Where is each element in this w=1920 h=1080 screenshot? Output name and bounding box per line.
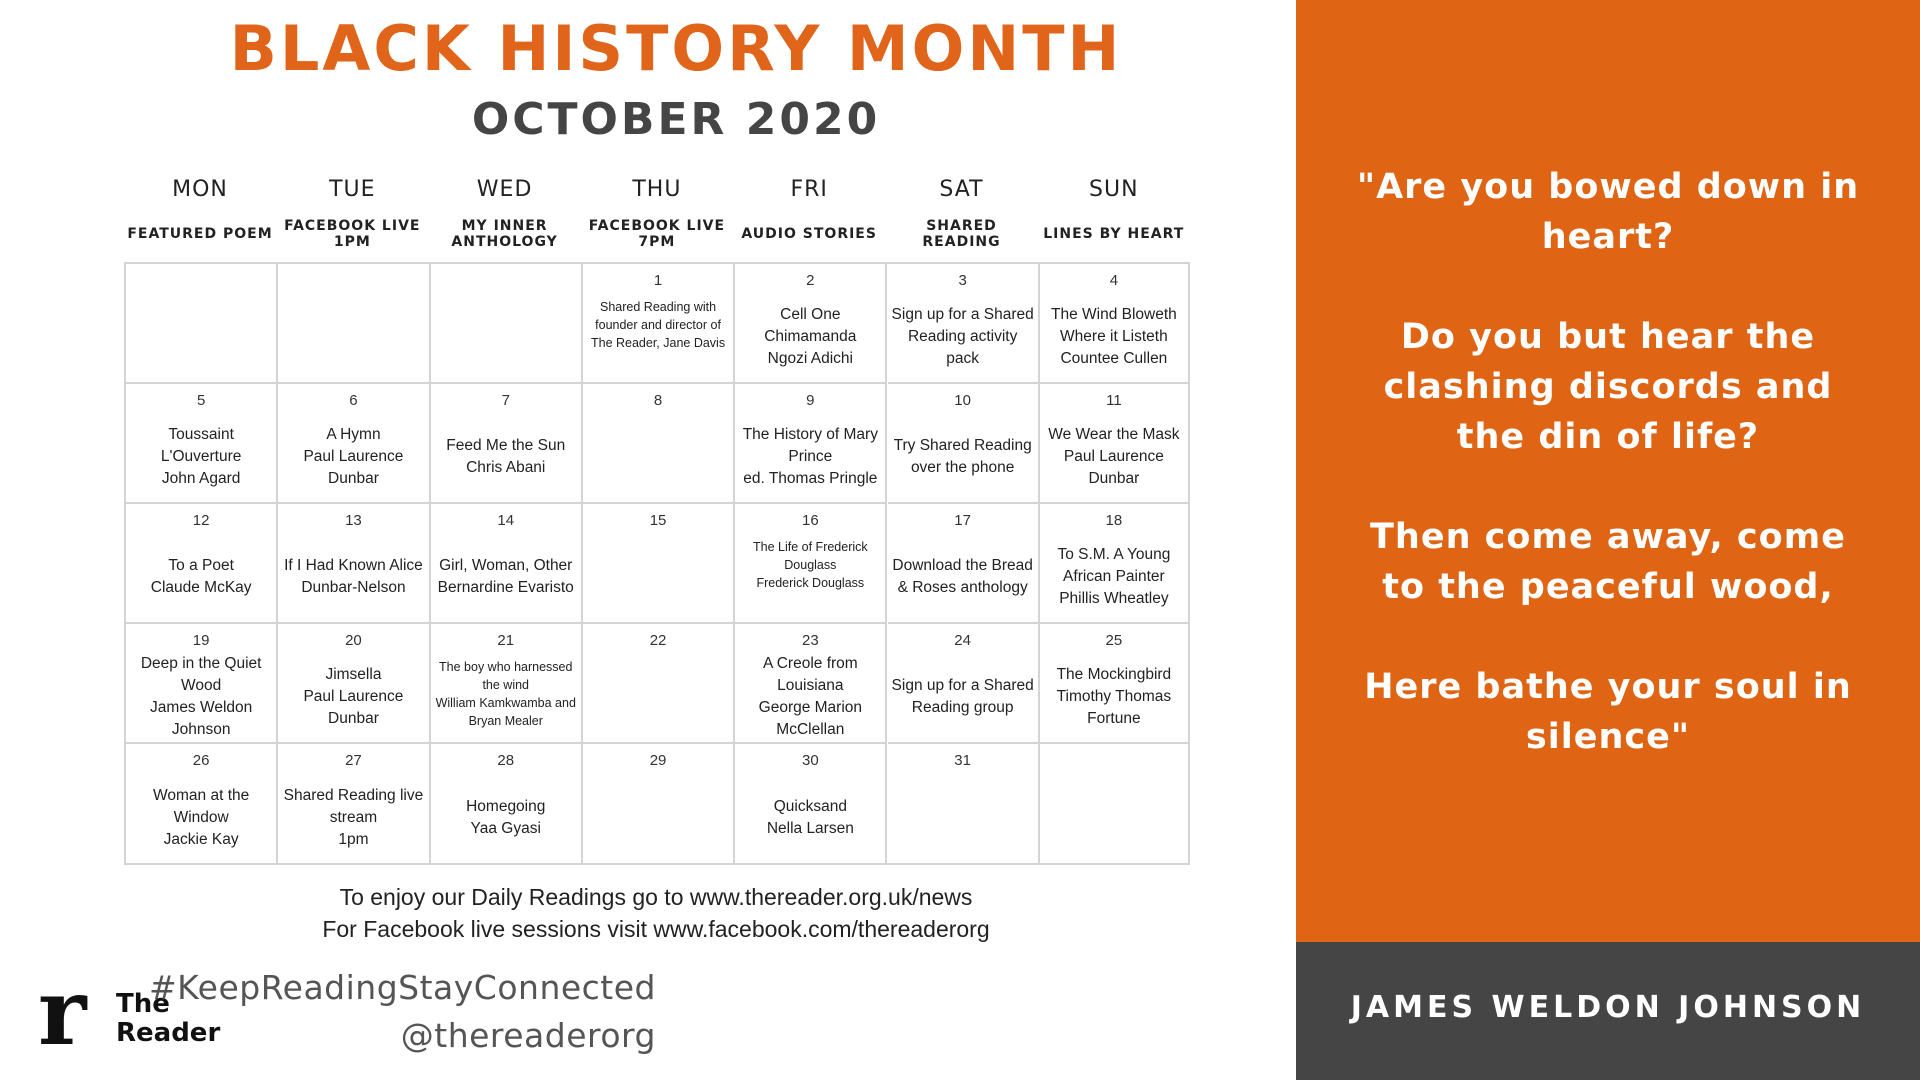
weekday-theme: [429, 212, 581, 256]
calendar-day-cell: [583, 624, 735, 744]
calendar-day-cell: [735, 744, 887, 863]
calendar-day-cell: [888, 744, 1040, 863]
weekday-header: [1038, 176, 1190, 256]
calendar-day-cell: [888, 264, 1040, 384]
day-entry-line: ed. Thomas Pringle: [743, 470, 878, 487]
day-number: 11: [1106, 392, 1122, 409]
calendar-day-cell: [1040, 624, 1188, 744]
page-title: BLACK HISTORY MONTH: [229, 12, 1123, 85]
day-number: 5: [196, 392, 206, 409]
day-entry-line: Toussaint L'Ouverture: [160, 426, 242, 465]
weekday-theme-text: SHARED READING: [922, 218, 1001, 250]
day-entry: [433, 656, 579, 738]
day-entry-line: Bernardine Evaristo: [437, 579, 574, 596]
logo-line-1: The: [116, 989, 170, 1019]
day-entry-line: Paul Laurence Dunbar: [1063, 448, 1164, 487]
weekday-theme-text: FEATURED POEM: [127, 226, 273, 242]
calendar-day-cell: [735, 264, 887, 384]
day-entry: [890, 656, 1036, 738]
quote-line: silence": [1525, 717, 1691, 757]
calendar-grid: [124, 262, 1190, 865]
weekday-theme-text: AUDIO STORIES: [741, 226, 877, 242]
day-entry-line: Chimamanda: [764, 328, 857, 345]
day-number: 13: [345, 512, 362, 529]
day-entry: [128, 656, 274, 738]
day-entry-line: Try Shared Reading over the phone: [893, 437, 1032, 476]
day-entry-line: To a Poet: [168, 557, 234, 574]
weekday-theme: [276, 212, 428, 256]
quote-gap: [1296, 262, 1920, 312]
facebook-live-note: For Facebook live sessions visit www.facebook.com/thereaderorg: [322, 916, 990, 942]
weekday-header: [276, 176, 428, 256]
hashtag: #KeepReadingStayConnected: [149, 968, 656, 1007]
day-number: 15: [649, 512, 667, 529]
calendar-day-cell: [1040, 384, 1188, 504]
day-number: 18: [1105, 512, 1123, 529]
quote-line: Here bathe your soul in: [1364, 667, 1852, 707]
calendar-day-cell: [278, 504, 430, 624]
calendar-day-cell: [735, 504, 887, 624]
day-number: 6: [349, 392, 358, 409]
calendar-day-cell: [583, 744, 735, 863]
calendar-day-cell: [583, 264, 735, 384]
weekday-label: FRI: [790, 177, 828, 202]
day-entry: [280, 416, 426, 498]
day-number: 1: [653, 272, 663, 289]
calendar-day-cell: [431, 504, 583, 624]
day-entry-line: George Marion McClellan: [758, 699, 863, 738]
quote-line: to the peaceful wood,: [1382, 567, 1834, 607]
quote-text: [1296, 162, 1920, 762]
calendar-day-cell: [888, 504, 1040, 624]
day-number: 3: [958, 272, 967, 289]
quote-gap: [1296, 462, 1920, 512]
quote-gap: [1296, 612, 1920, 662]
day-entry: [890, 296, 1036, 378]
calendar-day-cell: [431, 264, 583, 384]
weekday-header: [733, 176, 885, 256]
day-entry-line: Deep in the Quiet Wood: [140, 655, 262, 694]
day-entry-line: The Mockingbird: [1056, 666, 1172, 683]
day-entry: [737, 656, 883, 738]
day-entry-line: Sign up for a Shared Reading group: [891, 677, 1034, 716]
day-entry-line: The Life of Frederick Douglass: [753, 540, 868, 572]
logo-mark: r: [38, 958, 87, 1066]
day-entry-line: 1pm: [338, 830, 369, 848]
day-entry: [280, 656, 426, 738]
day-entry-line: Nella Larsen: [766, 819, 854, 837]
day-number: 10: [954, 392, 971, 409]
weekday-theme-text: MY INNER ANTHOLOGY: [451, 218, 558, 250]
day-entry-line: If I Had Known Alice: [284, 557, 423, 574]
day-number: 4: [1109, 272, 1119, 289]
weekday-theme: [124, 212, 276, 256]
weekday-theme: [886, 212, 1038, 256]
day-entry-line: William Kamkwamba and Bryan Mealer: [435, 696, 576, 728]
day-number: 20: [345, 632, 362, 649]
quote-line: clashing discords and: [1383, 367, 1833, 407]
weekday-theme: [581, 212, 733, 256]
calendar-day-cell: [583, 384, 735, 504]
weekday-header: [886, 176, 1038, 256]
weekday-header: [581, 176, 733, 256]
day-entry-line: We Wear the Mask: [1048, 426, 1180, 443]
day-number: 14: [497, 512, 515, 529]
day-number: 25: [1105, 632, 1123, 649]
day-entry-line: The History of Mary Prince: [742, 426, 878, 465]
weekday-label: TUE: [329, 177, 376, 202]
quote-line: heart?: [1541, 217, 1675, 257]
day-entry-line: Quicksand: [773, 797, 847, 815]
day-entry: [128, 536, 274, 618]
day-entry: [737, 416, 883, 498]
day-entry-line: The Wind Bloweth Where it Listeth: [1051, 306, 1177, 345]
day-entry: [1042, 416, 1186, 498]
day-entry: [1042, 656, 1186, 738]
day-entry-line: Shared Reading with founder and director of The Reader, Jane Davis: [590, 300, 726, 350]
day-entry: [433, 536, 579, 618]
calendar-day-cell: [126, 384, 278, 504]
day-entry-line: Paul Laurence Dunbar: [303, 688, 404, 727]
day-entry-line: Dunbar-Nelson: [301, 579, 406, 596]
day-number: 28: [497, 752, 515, 769]
day-number: 2: [806, 272, 815, 289]
day-entry-line: A Hymn: [326, 426, 381, 443]
day-entry-line: John Agard: [161, 470, 241, 487]
calendar-day-cell: [1040, 264, 1188, 384]
day-entry-line: Jackie Kay: [163, 830, 239, 848]
calendar-day-cell: [735, 624, 887, 744]
day-entry: [737, 536, 883, 618]
quote-line: Do you but hear the: [1400, 317, 1816, 357]
day-entry: [433, 416, 579, 498]
calendar-day-cell: [126, 624, 278, 744]
weekday-theme-text: LINES BY HEART: [1043, 226, 1185, 242]
day-number: 17: [954, 512, 971, 529]
day-entry: [280, 536, 426, 618]
day-entry: [585, 296, 731, 378]
calendar-day-cell: [126, 504, 278, 624]
quote-line: Then come away, come: [1370, 517, 1846, 557]
day-number: 21: [497, 632, 515, 649]
day-entry-line: Yaa Gyasi: [470, 819, 541, 837]
day-entry-line: Cell One: [780, 306, 841, 323]
day-number: 7: [501, 392, 510, 409]
weekday-label: MON: [172, 177, 228, 202]
weekday-theme-text: FACEBOOK LIVE 1PM: [284, 218, 421, 250]
day-entry-line: Countee Cullen: [1060, 350, 1168, 367]
day-entry: [433, 776, 579, 859]
day-entry-line: Download the Bread & Roses anthology: [892, 557, 1033, 596]
daily-readings-note: To enjoy our Daily Readings go to www.thereader.org.uk/news: [339, 884, 973, 910]
day-entry-line: Phillis Wheatley: [1059, 590, 1169, 607]
weekday-header: [124, 176, 276, 256]
day-number: 16: [801, 512, 819, 529]
day-entry-line: Sign up for a Shared Reading activity pack: [891, 306, 1034, 367]
day-entry-line: Homegoing: [466, 797, 546, 815]
day-entry-line: To S.M. A Young African Painter: [1057, 546, 1171, 585]
day-number: 24: [954, 632, 971, 649]
weekday-label: SAT: [939, 177, 984, 202]
calendar-day-cell: [888, 384, 1040, 504]
day-entry-line: Jimsella: [325, 666, 382, 683]
weekday-theme: [733, 212, 885, 256]
day-number: 22: [649, 632, 667, 649]
day-number: 31: [954, 752, 971, 769]
calendar-day-cell: [278, 624, 430, 744]
calendar-day-cell: [1040, 744, 1188, 863]
day-entry: [128, 776, 274, 859]
day-entry-line: A Creole from Louisiana: [762, 655, 858, 694]
day-entry-line: Feed Me the Sun: [446, 437, 566, 454]
weekday-label: SUN: [1089, 177, 1139, 202]
day-entry: [737, 296, 883, 378]
calendar-day-cell: [431, 384, 583, 504]
calendar-day-cell: [126, 264, 278, 384]
day-number: 23: [801, 632, 819, 649]
day-entry: [1042, 536, 1186, 618]
day-entry-line: Timothy Thomas Fortune: [1056, 688, 1172, 727]
day-entry: [890, 416, 1036, 498]
day-entry-line: Claude McKay: [150, 579, 252, 596]
day-number: 8: [653, 392, 663, 409]
calendar-day-cell: [278, 744, 430, 863]
day-number: 27: [345, 752, 362, 769]
day-entry: [890, 536, 1036, 618]
quote-line: "Are you bowed down in: [1356, 167, 1860, 207]
day-entry: [737, 776, 883, 859]
page-subtitle: OCTOBER 2020: [471, 94, 881, 145]
day-entry-line: Chris Abani: [466, 459, 546, 476]
day-entry: [1042, 296, 1186, 378]
calendar-day-cell: [278, 264, 430, 384]
weekday-label: WED: [476, 177, 533, 202]
weekday-label: THU: [632, 177, 682, 202]
calendar-day-cell: [278, 384, 430, 504]
social-handle: @thereaderorg: [400, 1016, 656, 1055]
calendar-day-cell: [735, 384, 887, 504]
day-entry-line: The boy who harnessed the wind: [439, 660, 573, 692]
quote-line: the din of life?: [1456, 417, 1760, 457]
day-number: 19: [192, 632, 210, 649]
day-number: 26: [192, 752, 210, 769]
day-entry-line: James Weldon Johnson: [150, 699, 253, 738]
calendar-day-cell: [1040, 504, 1188, 624]
weekday-theme: [1038, 212, 1190, 256]
calendar-day-cell: [431, 744, 583, 863]
calendar-day-cell: [431, 624, 583, 744]
day-entry-line: Woman at the Window: [153, 786, 250, 826]
day-entry-line: Shared Reading live stream: [283, 786, 424, 826]
day-number: 30: [801, 752, 819, 769]
weekday-theme-text: FACEBOOK LIVE 7PM: [588, 218, 726, 250]
day-entry-line: Girl, Woman, Other: [439, 557, 573, 574]
weekday-header: [429, 176, 581, 256]
day-entry-line: Frederick Douglass: [756, 576, 865, 590]
calendar-day-cell: [583, 504, 735, 624]
logo-line-2: Reader: [116, 1018, 221, 1048]
day-entry-line: Paul Laurence Dunbar: [303, 448, 404, 487]
day-number: 12: [192, 512, 210, 529]
day-number: 9: [806, 392, 815, 409]
day-entry-line: Ngozi Adichi: [767, 350, 853, 367]
calendar-day-cell: [888, 624, 1040, 744]
day-entry: [280, 776, 426, 859]
calendar-day-cell: [126, 744, 278, 863]
day-entry: [128, 416, 274, 498]
weekday-headers: [124, 176, 1190, 264]
quote-author: JAMES WELDON JOHNSON: [1350, 990, 1866, 1025]
day-number: 29: [649, 752, 667, 769]
